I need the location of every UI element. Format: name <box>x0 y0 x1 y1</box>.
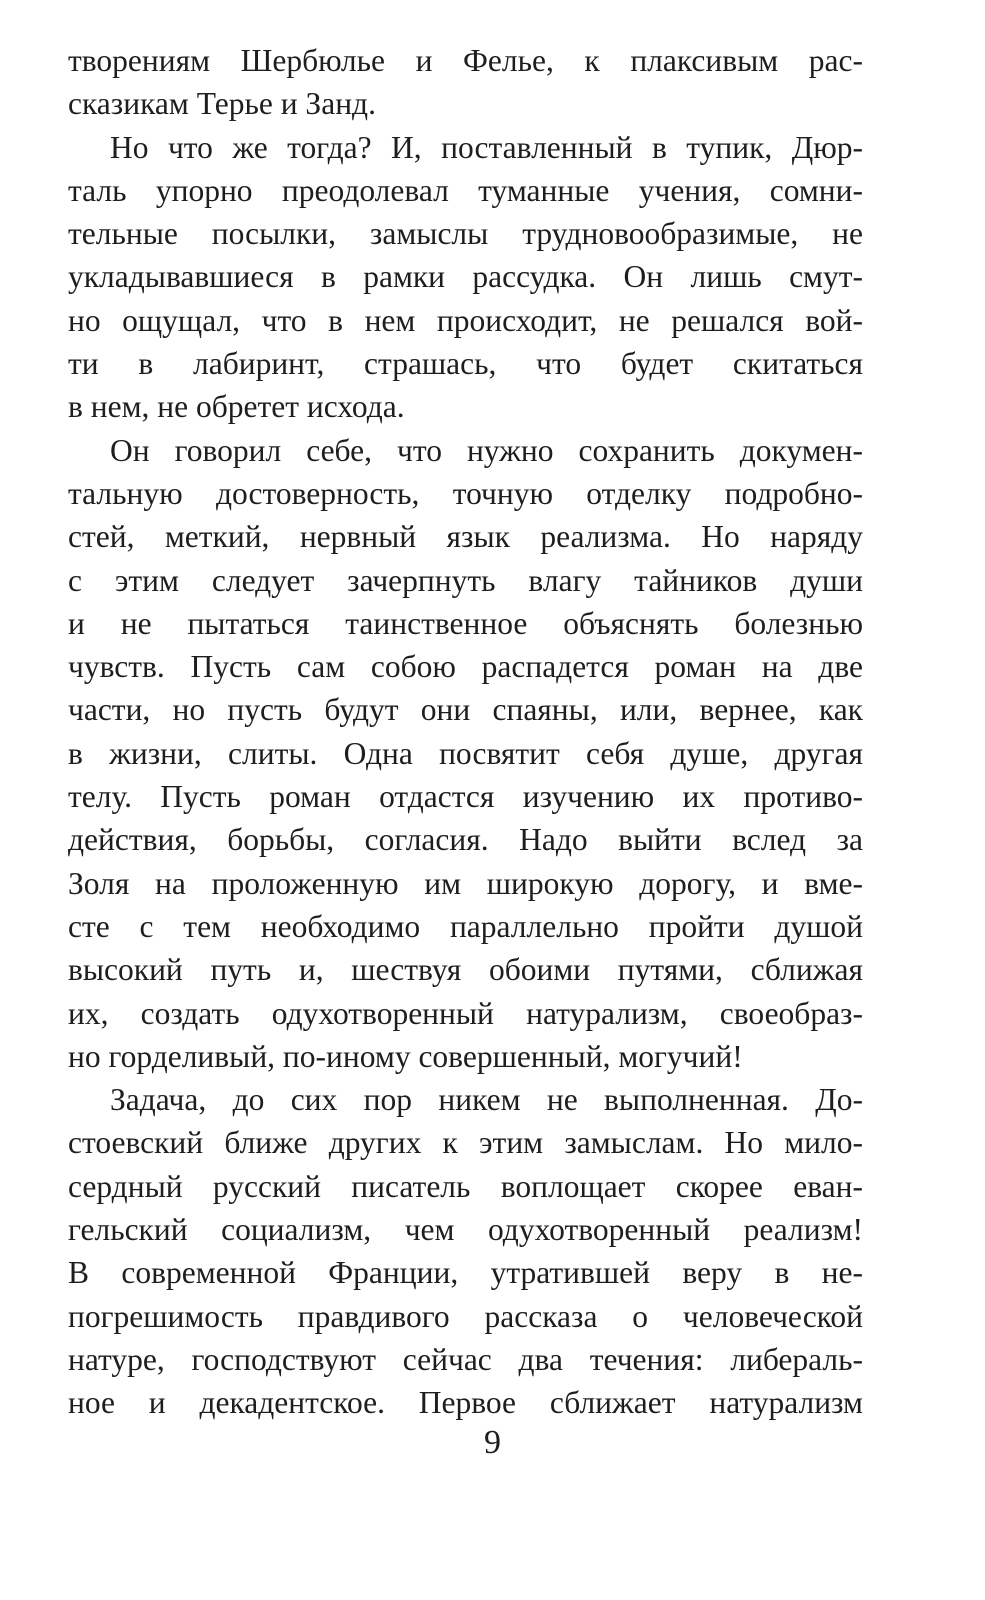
text-line: тельные посылки, замыслы трудновообразимые, не <box>68 216 863 252</box>
text-line: сердный русский писатель воплощает скорее еван- <box>68 1168 863 1204</box>
text-line: натуре, господствуют сейчас два течения: либераль- <box>68 1341 863 1377</box>
text-line: погрешимость правдивого рассказа о человеческой <box>68 1298 863 1334</box>
text-line: и не пытаться таинственное объяснять болезнью <box>68 605 863 641</box>
text-line: телу. Пусть роман отдастся изучению их противо- <box>68 779 863 815</box>
text-line: творениям Шербюлье и Фелье, к плаксивым рас- <box>68 43 863 78</box>
text-line: ти в лабиринт, страшась, что будет скитаться <box>68 346 863 382</box>
text-line: части, но пусть будут они спаяны, или, вернее, как <box>68 692 863 728</box>
text-line: стоевский ближе других к этим замыслам. Но мило- <box>68 1125 863 1161</box>
text-line: но ощущал, что в нем происходит, не решался вой- <box>68 302 863 338</box>
text-line: Золя на проложенную им широкую дорогу, и вме- <box>68 865 863 901</box>
text-line: действия, борьбы, согласия. Надо выйти вслед за <box>68 822 863 858</box>
page-number: 9 <box>484 1424 501 1461</box>
text-line: чувств. Пусть сам собою распадется роман на две <box>68 649 863 685</box>
paragraph-first-line: Он говорил себе, что нужно сохранить докумен- <box>110 432 863 468</box>
text-line: стей, меткий, нервный язык реализма. Но наряду <box>68 519 863 555</box>
text-line: в жизни, слиты. Одна посвятит себя душе, другая <box>68 735 863 771</box>
text-line: В современной Франции, утратившей веру в не- <box>68 1255 863 1291</box>
text-line: высокий путь и, шествуя обоими путями, сближая <box>68 952 863 988</box>
text-line: их, создать одухотворенный натурализм, своеобраз- <box>68 995 863 1031</box>
text-line: ное и декадентское. Первое сближает натурализм <box>68 1385 863 1421</box>
text-line: укладывавшиеся в рамки рассудка. Он лишь смут- <box>68 259 863 295</box>
text-line: тальную достоверность, точную отделку подробно- <box>68 475 863 511</box>
body-text <box>68 39 863 1425</box>
text-line: сте с тем необходимо параллельно пройти душой <box>68 908 863 944</box>
text-line: в нем, не обретет исхода. <box>68 389 405 425</box>
text-line: но горделивый, по-иному совершенный, могучий! <box>68 1038 743 1074</box>
text-line: сказикам Терье и Занд. <box>68 86 376 122</box>
paragraph-first-line: Но что же тогда? И, поставленный в тупик, Дюр- <box>110 129 863 165</box>
text-line: таль упорно преодолевал туманные учения, сомни- <box>68 172 863 208</box>
text-line: с этим следует зачерпнуть влагу тайников души <box>68 562 863 598</box>
paragraph-first-line: Задача, до сих пор никем не выполненная. До- <box>110 1082 863 1118</box>
text-line: гельский социализм, чем одухотворенный реализм! <box>68 1212 863 1248</box>
